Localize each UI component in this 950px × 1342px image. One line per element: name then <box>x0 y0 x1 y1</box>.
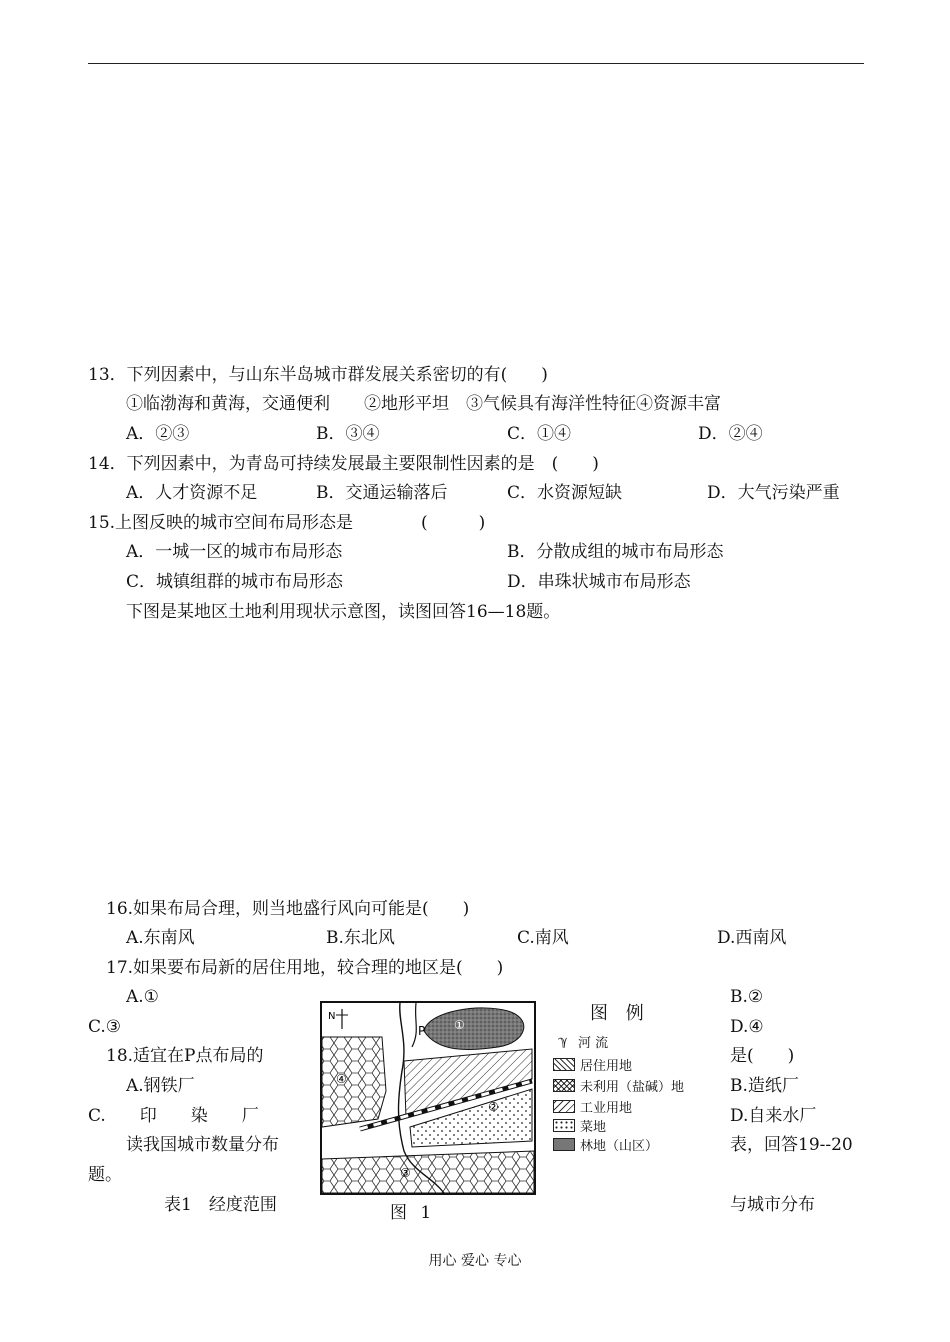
area-4-label: ④ <box>336 1072 347 1086</box>
legend-residential <box>553 1055 632 1073</box>
page-footer: 用心 爱心 专心 <box>428 1253 522 1269</box>
q13-stem: 13．下列因素中，与山东半岛城市群发展关系密切的有( ) <box>88 365 548 385</box>
area-2-label: ② <box>488 1100 499 1114</box>
header-rule <box>88 63 864 64</box>
land-use-map <box>320 1001 536 1195</box>
q14-option-a: A．人才资源不足 <box>126 483 258 503</box>
q16-option-d: D.西南风 <box>717 928 787 948</box>
legend-forest-label: 林地（山区） <box>580 1138 659 1154</box>
q15-option-c: C．城镇组群的城市布局形态 <box>126 572 344 592</box>
q15-option-a: A．一城一区的城市布局形态 <box>126 542 343 562</box>
intro-19-20-right: 表，回答19--20 <box>730 1135 853 1155</box>
q14-stem: 14．下列因素中，为青岛可持续发展最主要限制性因素的是 ( ) <box>88 454 599 474</box>
q13-option-c: C．①④ <box>507 424 572 444</box>
legend-vegetable <box>553 1116 606 1134</box>
legend-vegetable-label: 菜地 <box>580 1119 607 1135</box>
industrial-swatch-icon <box>553 1100 575 1113</box>
vegetable-swatch-icon <box>553 1119 575 1132</box>
legend-river <box>553 1032 608 1050</box>
legend-industrial-label: 工业用地 <box>580 1100 633 1116</box>
q16-option-a: A.东南风 <box>126 928 195 948</box>
q13-items: ①临渤海和黄海，交通便利 ②地形平坦 ③气候具有海洋性特征④资源丰富 <box>126 394 721 414</box>
q18-stem-left: 18.适宜在P点布局的 <box>106 1046 264 1066</box>
point-p-label: P <box>418 1024 426 1038</box>
q18-option-d: D.自来水厂 <box>730 1106 817 1126</box>
q13-option-d: D．②④ <box>698 424 763 444</box>
q18-stem-right: 是( ) <box>730 1046 795 1066</box>
q13-option-b: B．③④ <box>316 424 380 444</box>
q13-option-a: A．②③ <box>126 424 190 444</box>
q16-option-b: B.东北风 <box>326 928 395 948</box>
legend-industrial <box>553 1097 632 1115</box>
q15-option-d: D．串珠状城市布局形态 <box>507 572 691 592</box>
table-caption-right: 与城市分布 <box>730 1195 815 1215</box>
residential-swatch-icon <box>553 1058 575 1071</box>
q17-option-b: B.② <box>730 987 764 1007</box>
river-icon: ℽ <box>558 1033 568 1049</box>
q18-option-b: B.造纸厂 <box>730 1076 799 1096</box>
intro-19-20-cont: 题。 <box>88 1165 122 1185</box>
intro-16-18: 下图是某地区土地利用现状示意图，读图回答16—18题。 <box>126 602 561 622</box>
q14-option-c: C．水资源短缺 <box>507 483 623 503</box>
q14-option-d: D．大气污染严重 <box>707 483 840 503</box>
q17-option-d: D.④ <box>730 1017 764 1037</box>
q18-option-c: C. 印 染 厂 <box>88 1106 259 1126</box>
q18-option-a: A.钢铁厂 <box>126 1076 195 1096</box>
unused-swatch-icon <box>553 1079 575 1092</box>
q16-option-c: C.南风 <box>517 928 569 948</box>
legend-river-label: 河 流 <box>578 1035 609 1051</box>
legend-title: 图 例 <box>590 1003 650 1024</box>
intro-19-20-left: 读我国城市数量分布 <box>126 1135 279 1155</box>
q14-option-b: B．交通运输落后 <box>316 483 448 503</box>
q15-option-b: B．分散成组的城市布局形态 <box>507 542 724 562</box>
legend-unused-label: 未利用（盐碱）地 <box>580 1079 685 1095</box>
legend-forest <box>553 1135 658 1153</box>
legend-unused <box>553 1076 684 1094</box>
north-label: N <box>328 1011 336 1022</box>
area-1-label: ① <box>454 1018 465 1032</box>
forest-swatch-icon <box>553 1138 575 1151</box>
q17-option-c: C.③ <box>88 1017 122 1037</box>
q15-stem: 15.上图反映的城市空间布局形态是 ( ) <box>88 513 486 533</box>
figure-caption: 图 1 <box>390 1203 436 1223</box>
q17-option-a: A.① <box>126 987 159 1007</box>
legend-residential-label: 居住用地 <box>580 1058 633 1074</box>
table-caption-left: 表1 经度范围 <box>164 1195 277 1215</box>
q16-stem: 16.如果布局合理，则当地盛行风向可能是( ) <box>106 899 470 919</box>
q17-stem: 17.如果要布局新的居住用地，较合理的地区是( ) <box>106 958 504 978</box>
area-3-label: ③ <box>400 1166 411 1180</box>
